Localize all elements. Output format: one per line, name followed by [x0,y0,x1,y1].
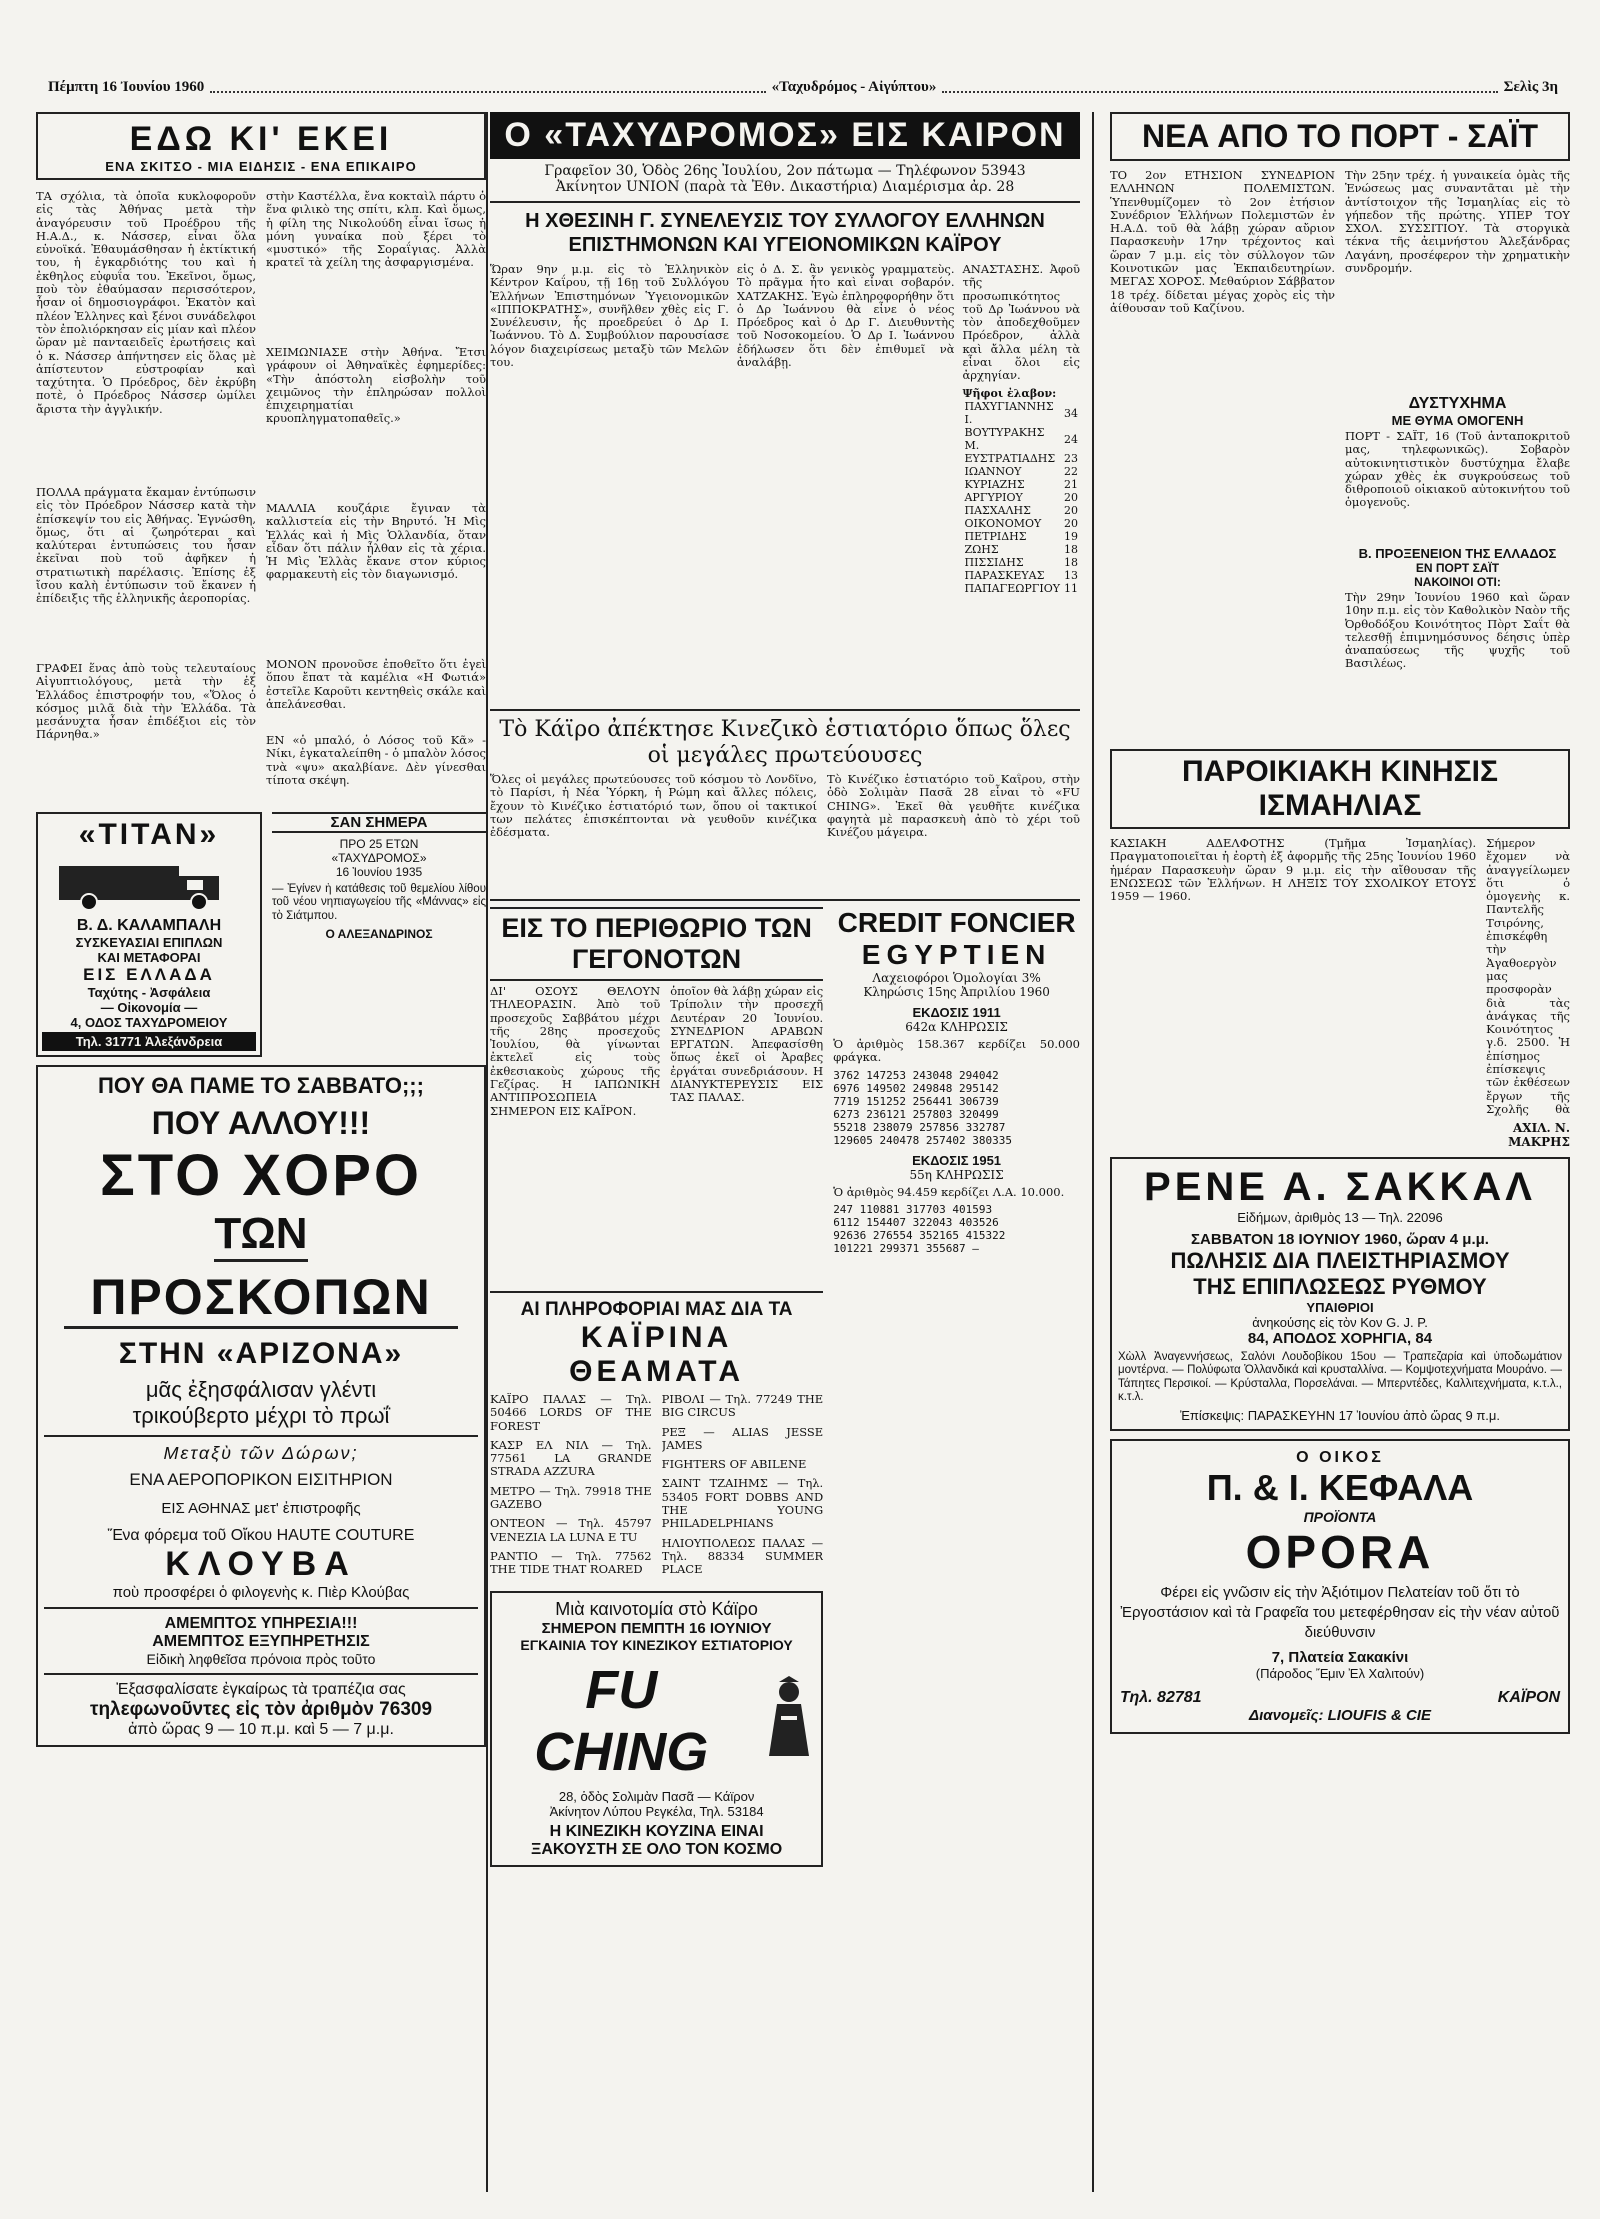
votes-row [962,491,1080,504]
fu-ching-line: ΣΗΜΕΡΟΝ ΠΕΜΠΤΗ 16 ΙΟΥΝΙΟΥ [541,1619,772,1637]
credit-issue: ΕΚΔΟΣΙΣ 1951 [912,1152,1002,1168]
arizona-venue: ΣΤΗΝ «ΑΡΙΖΟΝΑ» [118,1337,404,1370]
story2-paragraph: Ὅλες οἱ μεγάλες πρωτεύουσες τοῦ κόσμου τὸ Λονδῖνο, τὸ Παρίσι, ἡ Νέα Ὑόρκη, ἡ Ρώμη καὶ ἄλλες πόλεις, ἔχουν τὸ Κινέζικο ἑστιατόριό των, ὅπου οἱ τακτικοί των πελάτες ἐπισκέπτονται νὰ γευθοῦν κινέζικα ἐδέσματα. [490,773,817,840]
story1-paragraph: Ὥραν 9ην μ.μ. εἰς τὸ Ἑλληνικὸν Κέντρον Καΐρου, τῇ 16ῃ τοῦ Συλλόγου Ἑλλήνων Ἐπιστημόνων Ὑγειονομικῶν «ΙΠΠΟΚΡΑΤΗΣ», συνῆλθεν χθὲς εἰς Γ. Συνέλευσιν, ἧς προεδρεύει ὁ Δρ Ι. Ἰωάννου. Τὸ Δ. Συμβούλιον παρουσίασε λόγον διαχειρίσεως μεταξὺ τῶν Μελῶν του. [490,263,729,370]
votes-count: 18 [1064,543,1078,556]
opora-city: ΚΑΪΡΟΝ [1497,1689,1560,1707]
sakkal-ad [1110,1157,1570,1431]
votes-row [962,426,1080,452]
dystychima-text: ΠΟΡΤ - ΣΑΪΤ, 16 (Τοῦ ἀνταποκριτοῦ μας, τηλεφωνικῶς). Σοβαρὸν αὐτοκινητιστικὸν δυστύχημα ἔλαβε χώραν χθὲς ἐκ συγκρούσεως τοῦ διθροποιοῦ οἰκιακοῦ αὐτοκινήτου τοῦ ὁμογενοῦς. [1345,430,1570,510]
titan-phone: Τηλ. 31771 Ἀλεξάνδρεια [42,1032,256,1051]
chinese-figure-illustration [759,1676,816,1766]
credit-numbers: 3762 147253 243048 294042 6976 149502 249848 295142 7719 151252 256441 306739 6273 236121 257803 320499 55218 238079 257856 332787 129605 240478 257402 380335 [833,1068,1012,1147]
theaters-title-2: ΚΑΪΡΙΝΑ ΘΕΑΜΑΤΑ [569,1321,745,1388]
fu-ching-tagline-2: ΞΑΚΟΥΣΤΗ ΣΕ ΟΛΟ ΤΟΝ ΚΟΣΜΟ [531,1840,783,1858]
theater-listing-item: ΡΕΞ — ALIAS JESSE JAMES [661,1425,824,1452]
moving-truck-illustration [49,852,249,912]
arizona-ad [36,1065,486,1747]
opora-address-2: (Πάροδος Ἔμιν Ἐλ Χαλιτούν) [1255,1666,1425,1682]
votes-count: 20 [1064,491,1078,504]
arizona-line: ΕΙΣ ΑΘΗΝΑΣ μετ' ἐπιστροφῆς [161,1500,361,1517]
sakkal-address-2: 84, ΑΠΟΔΟΣ ΧΟΡΗΓΙΑ, 84 [1247,1330,1433,1347]
votes-row [962,504,1080,517]
sakkal-line: ἀνηκούσης εἰς τὸν Κον G. J. P. [1252,1315,1428,1330]
theaters-right-list [662,1393,824,1583]
arizona-line: Ἐξασφαλίσατε ἐγκαίρως τὰ τραπέζια σας [116,1681,406,1698]
theater-listing-item: ΣΑΙΝΤ ΤΖΑΙΗΜΣ — Τηλ. 53405 FORT DOBBS AND THE YOUNG PHILADELPHIANS [661,1477,824,1531]
page-header [48,74,1558,100]
theaters-listing [490,1393,823,1583]
credit-foncier-title: CREDIT FONCIER [837,907,1076,938]
opora-address: 7, Πλατεία Σακακίνι [1271,1649,1409,1667]
titan-line: — Οἰκονομία — [100,1000,198,1015]
ismailia-paragraph: Σήμερον ἔχομεν νὰ ἀναγγείλωμεν ὅτι ὁ ὁμογενὴς κ. Παντελῆς Τσιρόνης, ἐπισκέφθη τὴν Ἀγαθοεργὸν μας προσφορὰν διὰ τὰς ἀνάγκας τῆς Κοινότητος γ.δ. 2500. Ἡ ἐπίσημος ἐπίσκεψις τῶν ἐκθέσεων ἔργων τῆς Σχολῆς θὰ [1486,837,1570,1116]
right-column [1110,112,1570,2192]
edo-article [36,188,486,804]
votes-row [962,465,1080,478]
arizona-scouts: ΠΡΟΣΚΟΠΩΝ [64,1268,458,1329]
edo-paragraph: ΤΑ σχόλια, τὰ ὁποῖα κυκλοφοροῦν εἰς τὰς Ἀθήνας μετὰ τὴν ἀναγόρευσιν τοῦ Προέδρου τῆς Η.Α.Δ., κ. Νάσσερ, εἶναι ὅλα εὐνοϊκά. Ἐθαυμάσθησαν ἡ ἐκτίκτική του, ἡ ἐγκαρδιότης του καὶ ἡ ἐκθηλος εὐφυΐα του. Ἐκεῖνοι, ὅμως, ποὺ τὸν ἐθαύμασαν περισσότερον, ἦσαν οἱ δημοσιογράφοι. Ἐκατὸν καὶ πλέον Ἑλληνες καὶ ξένοι συνάδελφοι τὸν ἐπολιόρκησαν εἰς μίαν καὶ πλέον ὥραν μὲ πανταειδεῖς ἐρωτήσεις καὶ ὁ κ. Νάσσερ ἀπήντησεν εἰς ὅλας μὲ ἀπίστευτον εὐστροφίαν καὶ ταχύτητα. Ὁ Πρόεδρος, δὲν ἐκρύβη ποτὲ, ὁ Πρόεδρος Νάσσερ ὡμίλει ἄριστα τὴν ἀγγλικήν. [36,190,256,416]
votes-candidate: ΟΙΚΟΝΟΜΟΥ [964,517,1042,530]
fu-ching-line: Μιὰ καινοτομία στὸ Κάϊρο [555,1598,758,1619]
votes-candidate: ΠΙΣΣΙΔΗΣ [964,556,1024,569]
titan-line: Ταχύτης - Ἀσφάλεια [87,985,211,1000]
arizona-line: μᾶς ἐξησφάλισαν γλέντι [145,1377,377,1402]
arizona-line: ΤΩΝ [214,1209,307,1262]
dystychima-subtitle: ΜΕ ΘΥΜΑ ΟΜΟΓΕΝΗ [1391,413,1524,428]
credit-foncier-title-2: EGYPTIEN [861,939,1052,970]
votes-row [962,582,1080,595]
votes-candidate: ΚΥΡΙΑΖΗΣ [964,478,1025,491]
votes-row [962,543,1080,556]
opora-line: Ο ΟΙΚΟΣ [1296,1449,1384,1467]
votes-row [962,452,1080,465]
votes-row [962,530,1080,543]
titan-ad [36,812,262,1057]
theater-listing-item: ΡΙΒΟΛΙ — Τηλ. 77249 THE BIG CIRCUS [661,1393,824,1420]
titan-name: «ΤΙΤΑΝ» [78,818,220,851]
proxeneion-subtitle-2: ΝΑΚΟΙΝΟΙ ΟΤΙ: [1414,575,1501,589]
san-simera-line: «ΤΑΧΥΔΡΟΜΟΣ» [331,851,427,865]
proxeneion-subtitle: ΕΝ ΠΟΡΤ ΣΑΪΤ [1415,561,1500,575]
story1-body [490,263,1080,703]
titan-and-san-simera-row [36,812,486,1065]
arizona-line: Εἰδικὴ ληφθεῖσα πρόνοια πρὸς τοῦτο [146,1651,376,1667]
votes-candidate: ΠΕΤΡΙΔΗΣ [964,530,1027,543]
fu-ching-address: 28, ὁδὸς Σολιμὰν Πασᾶ — Κάϊρον [558,1788,755,1804]
san-simera-signature: Ο ΑΛΕΞΑΝΔΡΙΝΟΣ [325,926,433,941]
story1-paragraph: εἰς ὁ Δ. Σ. ἂν γενικὸς γραμματεὺς. Τὸ πρᾶγμα ἦτο καὶ εἶναι σοβαρόν. ΧΑΤΖΑΚΗΣ. Ἐγὼ ἐπληροφορήθην ὅτι ὁ Δρ Ἰωάννου θὰ εἶνε ὁ νέος Πρόεδρος καὶ ὁ Δρ Γ. Διευθυντὴς τοῦ Νοσοκομείου. Ὁ Δρ Ι. Ἰωάννου ἐδήλωσεν ὅτι δὲν ἐπιθυμεῖ νὰ ἀναλάβῃ. [736,263,955,370]
edo-paragraph: στὴν Καστέλλα, ἔνα κοκταὶλ πάρτυ ὁ ἕνα φιλικὸ της σπίτι, κλπ. Καὶ ὅμως, ἡ φίλη της Νικολούδη εἶναι ἴσως ἡ μόνη γυναίκα ποὺ ξέρει τὸ «μυστικό» τῆς Σοραΐγιας. Ἀλλὰ κρατεῖ τὰ χείλη της ἀσφαργισμένα. [266,190,486,270]
port-said-paragraph: ΤΟ 2ον ΕΤΗΣΙΟΝ ΣΥΝΕΔΡΙΟΝ ΕΛΛΗΝΩΝ ΠΟΛΕΜΙΣΤΩΝ. Ὑπενθυμίζομεν τὸ 2ον ἐτήσιον Συνέδριον Ἑλλήνων Πολεμιστῶν ἐν Η.Α.Δ. τοῦ θὰ λάβῃ χώραν αὔριον Παρασκευὴν 17ην τρέχοντος καὶ ὥραν 7 μ.μ. εἰς τὸν σύλλογον τῶν Κοινοτικῶν μας Ἐκπαιδευτηρίων. ΜΕΓΑΣ ΧΟΡΟΣ. Μεθαύριον Σάββατον 18 τρέχ. δίδεται μέγας χορὸς εἰς τὴν ἀίθουσαν τοῦ Καζίνου. [1110,169,1335,315]
theater-listing-item: ΚΑΣΡ ΕΛ ΝΙΛ — Τηλ. 77561 LA GRANDE STRADA AZZURA [490,1438,652,1479]
divider [44,1607,478,1609]
titan-line: ΣΥΣΚΕΥΑΣΙΑΙ ΕΠΙΠΛΩΝ [75,935,223,950]
credit-text: Ὁ ἀριθμὸς 158.367 κερδίζει 50.000 φράγκα. [833,1038,1080,1065]
arizona-line: ΣΤΟ ΧΟΡΟ [99,1143,422,1208]
san-simera-box [272,812,486,1065]
divider [490,899,1080,901]
klouva-name: ΚΛΟΥΒΑ [165,1545,357,1583]
opora-text: Φέρει εἰς γνῶσιν εἰς τὴν Ἀξιότιμον Πελατείαν τοῦ ὅτι τὸ Ἐργοστάσιον καὶ τὰ Γραφεῖα του μετεφέρθησαν εἰς τὴν νέαν αὐτοῦ διεύθυνσιν [1120,1584,1560,1642]
credit-text: Ὁ ἀριθμὸς 94.459 κερδίζει Λ.Α. 10.000. [833,1185,1065,1199]
masthead-address-2: Ἀκίνητον UNION (παρὰ τὰ Ἐθν. Δικαστήρια) Διαμέρισμα ἀρ. 28 [555,179,1015,195]
arizona-question-2: ΠΟΥ ΑΛΛΟΥ!!! [151,1105,371,1141]
fu-ching-tagline: Η ΚΙΝΕΖΙΚΗ ΚΟΥΖΙΝΑ ΕΙΝΑΙ [549,1822,764,1840]
opora-ad [1110,1439,1570,1734]
votes-candidate: ΖΩΗΣ [964,543,999,556]
votes-count: 18 [1064,556,1078,569]
ismailia-headline: ΠΑΡΟΙΚΙΑΚΗ ΚΙΝΗΣΙΣ ΙΣΜΑΗΛΙΑΣ [1110,749,1570,829]
titan-line: ΚΑΙ ΜΕΤΑΦΟΡΑΙ [97,950,201,965]
votes-candidate: ΙΩΑΝΝΟΥ [964,465,1022,478]
theaters-left-list [490,1393,652,1583]
votes-count: 20 [1064,517,1078,530]
fu-ching-ad [490,1591,823,1867]
arizona-phone-line: τηλεφωνοῦντες εἰς τὸν ἀριθμὸν 76309 [89,1699,433,1720]
arizona-question: ΠΟΥ ΘΑ ΠΑΜΕ ΤΟ ΣΑΒΒΑΤΟ;;; [98,1073,424,1098]
edo-subtitle: ΕΝΑ ΣΚΙΤΣΟ - ΜΙΑ ΕΙΔΗΣΙΣ - ΕΝΑ ΕΠΙΚΑΙΡΟ [105,159,417,174]
votes-row [962,517,1080,530]
ismailia-signature: ΑΧΙΛ. Ν. ΜΑΚΡΗΣ [1508,1121,1570,1149]
sakkal-line: ΠΩΛΗΣΙΣ ΔΙΑ ΠΛΕΙΣΤΗΡΙΑΣΜΟΥ [1170,1248,1510,1273]
sakkal-visit: Ἐπίσκεψις: ΠΑΡΑΣΚΕΥΗΝ 17 Ἰουνίου ἀπὸ ὥρας 9 π.μ. [1179,1408,1501,1424]
arizona-line: ΑΜΕΜΠΤΟΣ ΥΠΗΡΕΣΙΑ!!! [164,1615,358,1632]
masthead: Ο «ΤΑΧΥΔΡΟΜΟΣ» ΕΙΣ ΚΑΙΡΟΝ [490,112,1080,159]
opora-brand: OPORA [1245,1526,1435,1579]
titan-address: 4, ΟΔΟΣ ΤΑΧΥΔΡΟΜΕΙΟΥ [70,1015,228,1030]
votes-title: Ψῆφοι ἐλαβον: [962,387,1057,400]
votes-candidate: ΠΑΡΑΣΚΕΥΑΣ [964,569,1045,582]
edo-paragraph: ΠΟΛΛΑ πράγματα ἔκαμαν ἐντύπωσιν εἰς τὸν Πρόεδρον Νάσσερ κατὰ τὴν ἐπίσκεψίν του εἰς Ἀθήνας. Ἐγνώσθη, ὅμως, ὅτι αἱ ζωηρότεραι καὶ καλύτεραι ἐντυπώσεις του ἦσαν ἐκεῖναι ποὺ τοῦ ἀφῆκεν ἡ στρατιωτικὴ παρέλασις. Ἐπίσης ἐξ ἴσου καλὴ ἐντύπωσιν τοῦ ἔκανεν ἡ ἐπίδειξις τῆς ἑλληνικῆς ἀεροπορίας. [36,486,256,606]
opora-phone: Τηλ. 82781 [1120,1689,1202,1707]
votes-candidate: ΕΥΣΤΡΑΤΙΑΔΗΣ [964,452,1056,465]
edo-ki-ekei-header [36,112,486,180]
votes-candidate: ΠΑΣΧΑΛΗΣ [964,504,1031,517]
edo-title: ΕΔΩ ΚΙ' ΕΚΕΙ [129,120,393,158]
port-said-paragraph: Τὴν 25ην τρέχ. ἡ γυναικεία ὁμὰς τῆς Ἑνώσεως μας συναντᾶται μὲ τὴν ἀντίστοιχον τῆς Ἰσμαηλίας εἰς τὸ γήπεδον τῆς πρώτης. ΥΠΕΡ ΤΟΥ ΣΧΟΛ. ΣΥΣΣΙΤΙΟΥ. Τὰ στοργικὰ τέκνα τῆς ἀειμνήστου Ἀλεξάνδρας Λαγάνη, προσέφερον τὴν χρηματικὴν συνδρομήν. [1345,169,1570,276]
left-column [36,112,486,2192]
theater-listing-item: ΡΑΝΤΙΟ — Τηλ. 77562 THE TIDE THAT ROARED [490,1549,652,1577]
theater-listing-item: ΚΑΪΡΟ ΠΑΛΑΣ — Τηλ. 50466 LORDS OF THE FOREST [490,1393,652,1433]
arizona-line: Ἕνα φόρεμα τοῦ Οἴκου HAUTE COUTURE [107,1527,415,1544]
opora-distributors: Διανομεῖς: LIOUFIS & CIE [1249,1707,1431,1725]
votes-row [962,556,1080,569]
header-paper-name: «Ταχυδρόμος - Αἰγύπτου» [771,78,937,95]
port-said-headline: ΝΕΑ ΑΠΟ ΤΟ ΠΟΡΤ - ΣΑΪΤ [1110,112,1570,161]
votes-count: 34 [1064,406,1078,420]
sakkal-line: ΤΗΣ ΕΠΙΠΛΩΣΕΩΣ ΡΥΘΜΟΥ [1193,1274,1487,1299]
titan-line: ΕΙΣ ΕΛΛΑΔΑ [83,965,215,984]
credit-numbers: 247 110881 317703 401593 6112 154407 322043 403526 92636 276554 352165 415322 101221 299371 355687 — [833,1202,1006,1255]
credit-issue: ΕΚΔΟΣΙΣ 1911 [912,1005,1001,1020]
divider [490,201,1080,203]
credit-draw: Λαχειοφόροι Ὁμολογίαι 3% [872,971,1041,985]
votes-candidate: ΑΡΓΥΡΙΟΥ [964,491,1023,504]
proxeneion-title: Β. ΠΡΟΞΕΝΕΙΟΝ ΤΗΣ ΕΛΛΑΔΟΣ [1358,546,1557,561]
arizona-line: ποὺ προσφέρει ὁ φιλογενὴς κ. Πιὲρ Κλούβας [112,1584,410,1601]
edo-paragraph: ΕΝ «ὁ μπαλό, ὁ Λόσος τοῦ Κᾶ» - Νίκι, ἐγκαταλείπθη - ὁ μπαλὸν λόσος τνὰ «ψυ» ακαλβίανε. Δὲν γίνεσθαι τίποτα σκέψη. [266,734,486,787]
votes-count: 11 [1064,582,1078,595]
sakkal-line: ΥΠΑΙΘΡΙΟΙ [1306,1300,1374,1315]
votes-count: 13 [1064,569,1078,582]
story2-body [490,773,1080,893]
fu-ching-name: FU CHING [534,1659,709,1782]
story1-headline: Η ΧΘΕΣΙΝΗ Γ. ΣΥΝΕΛΕΥΣΙΣ ΤΟΥ ΣΥΛΛΟΓΟΥ ΕΛΛΗΝΩΝ ΕΠΙΣΤΗΜΟΝΩΝ ΚΑΙ ΥΓΕΙΟΝΟΜΙΚΩΝ ΚΑΪΡΟΥ [525,210,1045,256]
titan-owner: Β. Δ. ΚΑΛΑΜΠΑΛΗ [76,917,222,934]
lower-center-row [490,907,1080,1875]
credit-draw-2: Κληρώσις 15ης Ἀπριλίου 1960 [863,985,1050,999]
arizona-line: ἀπὸ ὥρας 9 — 10 π.μ. καὶ 5 — 7 μ.μ. [128,1721,394,1738]
sakkal-name: ΡΕΝΕ Α. ΣΑΚΚΑΛ [1144,1165,1536,1209]
story2-headline: Τὸ Κάϊρο ἀπέκτησε Κινεζικὸ ἑστιατόριο ὅπως ὅλες οἱ μεγάλες πρωτεύουσες [499,717,1071,768]
story1-paragraph: ΑΝΑΣΤΑΣΗΣ. Ἀφοῦ τῆς προσωπικότητος τοῦ Δρ Ἰωάννου νὰ τὸν ἀποδεχθοῦμεν Πρόεδρον, ἀλλὰ καὶ ἄλλα μέλη τὰ εἶναι ὅλοι εἰς ἀρχηγίαν. [962,263,1080,383]
ismailia-paragraph: ΚΑΣΙΑΚΗ ΑΔΕΛΦΟΤΗΣ (Τμῆμα Ἰσμαηλίας). Πραγματοποιεῖται ἡ ἐορτὴ ἐξ ἀφορμῆς τῆς 25ης Ἰουνίου 1960 ἡμέραν Παρασκευὴν ὥραν 9 μ.μ. εἰς τὴν αἴθουσαν τῆς ΕΝΩΣΕΩΣ τῶν Ἑλλήνων. Η ΛΗΞΙΣ ΤΟΥ ΣΧΟΛΙΚΟΥ ΕΤΟΥΣ 1959 — 1960. [1110,837,1477,904]
edo-paragraph: ΓΡΑΦΕΙ ἕνας ἀπὸ τοὺς τελευταίους Αἰγυπτιολόγους, μετὰ τὴν ἐξ Ἑλλάδος ἐπιστροφήν του, «Ὅλος ὁ κόσμος μιλᾶ διὰ τὴν Ἑλλάδα. Τὰ μεσάνυχτα ἦσαν ἐπιδέξιοι εἰς τὸν Πάρνηθα.» [36,662,256,742]
credit-draw-number: 55η ΚΛΗΡΩΣΙΣ [909,1167,1004,1182]
dystychima-title: ΔΥΣΤΥΧΗΜΑ [1408,395,1507,412]
san-simera-title: ΣΑΝ ΣΗΜΕΡΑ [272,812,486,833]
votes-count: 21 [1064,478,1078,491]
votes-count: 23 [1064,452,1078,465]
story2-paragraph: Τὸ Κινέζικο ἑστιατόριο τοῦ Καΐρου, στὴν ὁδὸ Σολιμὰν Πασᾶ 28 εἶναι τὸ «FU CHING». Ἐκεῖ θὰ γευθῆτε κινέζικα φαγητὰ μὲ παρασκευὴ ἀπὸ τὸ χέρι τοῦ Κινέζου μάγειρα. [826,773,1080,840]
sakkal-description: Χὼλλ Ἀναγεννήσεως, Σαλόνι Λουδοβίκου 15ου — Τραπεζαρία καὶ ὑποδωμάτιον μοντέρνα. — Πολύφωτα Ὁλλανδικά καὶ κρυσταλλίνα. — Κομψοτεχνήματα Μουράνο. — Τάπητες Περσικοί. — Κρύσταλλα, Πορσελάναι. — Μπερντέδες, Καλλιτεχνήματα, κ.τ.λ., κ.τ.λ. [1118,1351,1562,1403]
votes-row [962,400,1080,426]
theater-listing-item: FIGHTERS OF ABILENE [661,1458,807,1472]
fu-ching-address-2: Ἀκίνητον Λύπου Ρεγκέλα, Τηλ. 53184 [549,1803,764,1819]
votes-count: 24 [1064,432,1078,446]
header-date: Πέμπτη 16 Ἰουνίου 1960 [48,78,205,95]
proxeneion-text: Τὴν 29ην Ἰουνίου 1960 καὶ ὥραν 10ην π.μ. εἰς τὸν Καθολικὸν Ναὸν τῆς Ὀρθοδόξου Κοινότητος Πὸρτ Σαΐτ θὰ τελεσθῇ ἐπιμνημόσυνος δέησις ὑπὲρ ἀναπαύσεως τῆς ψυχῆς τοῦ Βασιλέως. [1345,591,1570,671]
san-simera-line: ΠΡΟ 25 ΕΤΩΝ [339,837,419,851]
port-said-body [1110,169,1570,743]
edo-paragraph: ΧΕΙΜΩΝΙΑΣΕ στὴν Ἀθήνα. Ἔτσι γράφουν οἱ Ἀθηναϊκὲς ἐφημερίδες: «Τὴν ἀπόστολη εἰσβολὴν τοῦ χειμῶνος τὴν ἐπληρώσαν πολλοὶ ἐπιχειρηματίαι κρυοπληγματοπαθεῖς.» [266,346,486,426]
credit-draw-number: 642α ΚΛΗΡΩΣΙΣ [905,1020,1008,1034]
votes-count: 22 [1064,465,1078,478]
edo-paragraph: ΜΑΛΛΙΑ κουζάριε ἔγιναν τὰ καλλιστεία εἰς τὴν Βηρυτό. Ἡ Μὶς Ἑλλάς καὶ ἡ Μὶς Ὁλλανδία, ὅταν εἶδαν ὅτι πάλιν ἦλθαν εἰς τὰ χέρια. Ἡ Μὶς Ἑλλὰς ἔκανε στον κύριος φαρμακευτὴ εἰς τὸν διαγωνισμό. [266,502,486,582]
votes-candidate: ΒΟΥΤΥΡΑΚΗΣ Μ. [964,426,1045,452]
arizona-line: ΑΜΕΜΠΤΟΣ ΕΞΥΠΗΡΕΤΗΣΙΣ [152,1633,370,1650]
edo-paragraph: ΜΟΝΟΝ προνοῦσε ἐποθεῖτο ὅτι ἐγεὶ ὅπου ἔπατ τὰ καμέλια «Η Φωτιά» ἐστεῖλε Καροῦτι κεντηθεὶς σκάλε καὶ ἀπελάνεσθαι. [266,658,486,711]
header-dotted-rule-2 [942,81,1497,93]
votes-table [962,400,1080,595]
story3-paragraph: ὁποῖον θὰ λάβῃ χώραν εἰς Τρίπολιν τὴν προσεχῆ Δευτέραν 20 Ἰουνίου. ΣΥΝΕΔΡΙΟΝ ΑΡΑΒΩΝ ΕΡΓΑΤΩΝ. Ἀπεφασίσθη ὅπως ἐκεῖ οἱ Ἀραβες ἐργάται συνεδριάσουν. Η ΔΙΑΝΥΚΤΕΡΕΥΣΙΣ ΕΙΣ ΤΑΣ ΠΑΛΑΣ. [670,985,824,1105]
votes-row [962,569,1080,582]
column-divider [1092,112,1094,2192]
header-page-number: Σελὶς 3η [1503,78,1559,95]
divider [44,1673,478,1675]
opora-line: ΠΡΟΪΟΝΤΑ [1303,1509,1377,1526]
votes-candidate: ΠΑΧΥΓΙΑΝΝΗΣ Ι. [964,400,1054,426]
arizona-line: Μεταξὺ τῶν Δώρων; [163,1443,359,1463]
lower-center-left [490,907,823,1875]
theater-listing-item: ΟΝΤΕΟΝ — Τηλ. 45797 VENEZIA LA LUNA E TU [490,1517,652,1544]
votes-candidate: ΠΑΠΑΓΕΩΡΓΙΟΥ [964,582,1060,595]
sakkal-address: Εἰδήμων, ἀριθμὸς 13 — Τηλ. 22096 [1237,1210,1443,1225]
center-column [490,112,1080,2192]
divider [490,709,1080,711]
lower-center-right [833,907,1080,1875]
theater-listing-item: ΗΛΙΟΥΠΟΛΕΩΣ ΠΑΛΑΣ — Τηλ. 88334 SUMMER PLACE [661,1536,824,1577]
votes-row [962,478,1080,491]
ismailia-body [1110,837,1570,1149]
masthead-address: Γραφεῖον 30, Ὁδὸς 26ης Ἰουλίου, 2ον πάτωμα — Τηλέφωνον 53943 [544,163,1026,179]
column-divider [486,112,488,2192]
divider [44,1435,478,1437]
fu-ching-line: ΕΓΚΑΙΝΙΑ ΤΟΥ ΚΙΝΕΖΙΚΟΥ ΕΣΤΙΑΤΟΡΙΟΥ [520,1636,793,1653]
header-dotted-rule [210,81,765,93]
san-simera-line: 16 Ἰουνίου 1935 [335,865,423,879]
divider [490,1291,823,1293]
sakkal-date: ΣΑΒΒΑΤΟΝ 18 ΙΟΥΝΙΟΥ 1960, ὥραν 4 μ.μ. [1191,1231,1489,1248]
san-simera-text: — Ἐγίνεν ἡ κατάθεσις τοῦ θεμελίου λίθου τοῦ νέου νηπιαγωγείου τῆς «Μάννας» εἰς τὸ Σιάτμπου. [272,883,486,922]
arizona-line: τρικούβερτο μέχρι τὸ πρωΐ [132,1403,390,1428]
story3-paragraph: ΔΙ' ΟΣΟΥΣ ΘΕΛΟΥΝ ΤΗΛΕΟΡΑΣΙΝ. Ἀπὸ τοῦ προσεχοῦς Σαββάτου μέχρι τῆς 28ης προσεχοῦς Ἰουλίου, θὰ γίνωνται ἐκτελεῖ εἰς τοὺς ἐκθεσιακοὺς χώρους τῆς Γεζίρας. Η ΙΑΠΩΝΙΚΗ ΑΝΤΙΠΡΟΣΩΠΕΙΑ ΣΗΜΕΡΟΝ ΕΙΣ ΚΑΪΡΟΝ. [490,985,661,1118]
votes-count: 19 [1064,530,1078,543]
opora-owner: Π. & Ι. ΚΕΦΑΛΑ [1206,1467,1474,1509]
theaters-title: ΑΙ ΠΛΗΡΟΦΟΡΙΑΙ ΜΑΣ ΔΙΑ ΤΑ [520,1299,793,1320]
arizona-line: ΕΝΑ ΑΕΡΟΠΟΡΙΚΟΝ ΕΙΣΙΤΗΡΙΟΝ [129,1470,393,1489]
story3-headline: ΕΙΣ ΤΟ ΠΕΡΙΘΩΡΙΟ ΤΩΝ ΓΕΓΟΝΟΤΩΝ [490,907,823,981]
story3-body [490,985,823,1285]
theater-listing-item: ΜΕΤΡΟ — Τηλ. 79918 THE GAZEBO [490,1484,652,1512]
votes-count: 20 [1064,504,1078,517]
